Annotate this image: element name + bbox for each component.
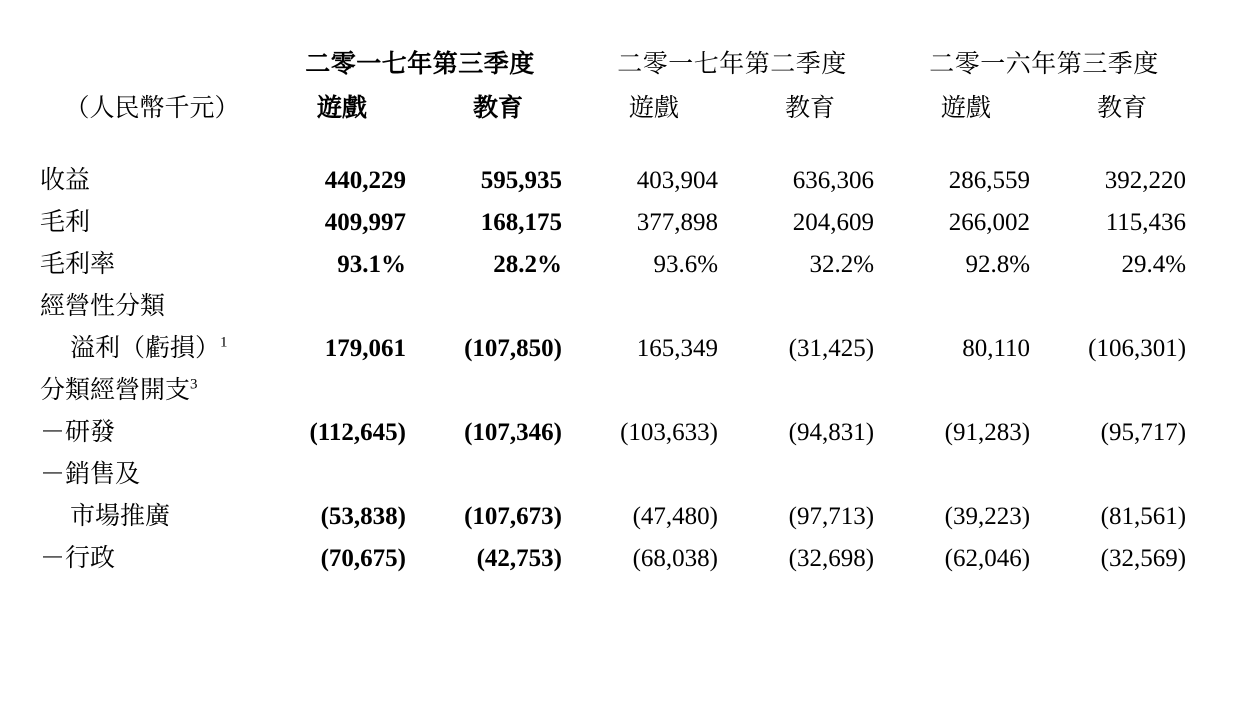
cell-gross-margin-education-q3-2016: 29.4% bbox=[1121, 251, 1187, 278]
financial-segment-table bbox=[40, 30, 1200, 577]
cell-marketing-games-q2-2017: (47,480) bbox=[632, 503, 719, 530]
column-group-q3-2016: 二零一六年第三季度 bbox=[929, 51, 1159, 78]
table-row bbox=[40, 199, 1200, 241]
cell-gross-margin-games-q3-2017: 93.1% bbox=[337, 251, 406, 278]
cell-admin-games-q2-2017: (68,038) bbox=[632, 545, 719, 572]
cell-blank bbox=[264, 283, 420, 325]
cell-rd-games-q2-2017: (103,633) bbox=[620, 419, 719, 446]
cell-profit-loss-games-q2-2017: 165,349 bbox=[636, 335, 719, 362]
table-row bbox=[40, 283, 1200, 325]
table-header-sub-row bbox=[40, 84, 1200, 134]
cell-gross-margin-games-q2-2017: 93.6% bbox=[653, 251, 719, 278]
cell-blank bbox=[420, 283, 576, 325]
row-label-profit-loss bbox=[40, 325, 264, 367]
footnote-marker-1: 1 bbox=[220, 334, 228, 351]
cell-gross-profit-education-q2-2017: 204,609 bbox=[792, 209, 875, 236]
table-row bbox=[40, 325, 1200, 367]
cell-rd-education-q3-2016: (95,717) bbox=[1100, 419, 1187, 446]
cell-blank bbox=[888, 451, 1044, 493]
row-label-segment-opex-text: 分類經營開支 bbox=[40, 377, 191, 404]
column-group-q2-2017: 二零一七年第二季度 bbox=[617, 51, 847, 78]
subheader-games-q3-2016: 遊戲 bbox=[941, 95, 992, 122]
unit-label: （人民幣千元） bbox=[64, 95, 240, 122]
cell-gross-margin-games-q3-2016: 92.8% bbox=[965, 251, 1031, 278]
table-header-group-row bbox=[40, 30, 1200, 84]
cell-revenue-games-q2-2017: 403,904 bbox=[636, 167, 719, 194]
cell-admin-games-q3-2017: (70,675) bbox=[320, 545, 406, 572]
cell-marketing-education-q3-2017: (107,673) bbox=[464, 503, 563, 530]
cell-rd-education-q2-2017: (94,831) bbox=[788, 419, 875, 446]
cell-admin-games-q3-2016: (62,046) bbox=[944, 545, 1031, 572]
cell-blank bbox=[576, 367, 732, 409]
cell-revenue-education-q3-2016: 392,220 bbox=[1104, 167, 1187, 194]
row-label-revenue: 收益 bbox=[40, 167, 91, 194]
cell-admin-education-q3-2016: (32,569) bbox=[1100, 545, 1187, 572]
subheader-education-q2-2017: 教育 bbox=[785, 95, 836, 122]
row-label-admin: －行政 bbox=[40, 545, 116, 572]
cell-blank bbox=[732, 367, 888, 409]
row-label-gross-margin: 毛利率 bbox=[40, 251, 116, 278]
row-label-selling: －銷售及 bbox=[40, 461, 141, 488]
table-body bbox=[40, 134, 1200, 577]
cell-blank bbox=[576, 451, 732, 493]
cell-marketing-games-q3-2016: (39,223) bbox=[944, 503, 1031, 530]
row-label-segment-opex bbox=[40, 367, 264, 409]
row-label-rd: －研發 bbox=[40, 419, 116, 446]
table-row bbox=[40, 241, 1200, 283]
cell-marketing-education-q2-2017: (97,713) bbox=[788, 503, 875, 530]
table-header bbox=[40, 30, 1200, 134]
table-row bbox=[40, 367, 1200, 409]
cell-blank bbox=[576, 283, 732, 325]
row-label-profit-loss-text: 溢利（虧損） bbox=[70, 335, 221, 362]
cell-rd-games-q3-2016: (91,283) bbox=[944, 419, 1031, 446]
table-row bbox=[40, 134, 1200, 199]
cell-blank bbox=[888, 367, 1044, 409]
column-group-q3-2017: 二零一七年第三季度 bbox=[305, 51, 535, 78]
table-row bbox=[40, 535, 1200, 577]
cell-gross-profit-games-q2-2017: 377,898 bbox=[636, 209, 719, 236]
cell-gross-profit-games-q3-2016: 266,002 bbox=[948, 209, 1031, 236]
cell-blank bbox=[420, 451, 576, 493]
cell-blank bbox=[732, 451, 888, 493]
cell-blank bbox=[264, 367, 420, 409]
table-row bbox=[40, 493, 1200, 535]
row-label-marketing: 市場推廣 bbox=[70, 503, 171, 530]
cell-revenue-games-q3-2017: 440,229 bbox=[324, 167, 406, 194]
cell-admin-education-q3-2017: (42,753) bbox=[476, 545, 563, 572]
cell-profit-loss-education-q2-2017: (31,425) bbox=[788, 335, 875, 362]
cell-blank bbox=[1044, 451, 1200, 493]
cell-rd-games-q3-2017: (112,645) bbox=[309, 419, 406, 446]
cell-blank bbox=[1044, 367, 1200, 409]
cell-gross-profit-education-q3-2016: 115,436 bbox=[1105, 209, 1187, 236]
subheader-games-q2-2017: 遊戲 bbox=[629, 95, 680, 122]
cell-gross-margin-education-q3-2017: 28.2% bbox=[493, 251, 563, 278]
subheader-education-q3-2017: 教育 bbox=[473, 95, 524, 122]
cell-profit-loss-games-q3-2017: 179,061 bbox=[324, 335, 406, 362]
cell-blank bbox=[1044, 283, 1200, 325]
cell-gross-profit-education-q3-2017: 168,175 bbox=[480, 209, 563, 236]
cell-admin-education-q2-2017: (32,698) bbox=[788, 545, 875, 572]
table-row bbox=[40, 409, 1200, 451]
row-label-gross-profit: 毛利 bbox=[40, 209, 91, 236]
cell-profit-loss-games-q3-2016: 80,110 bbox=[962, 335, 1031, 362]
subheader-education-q3-2016: 教育 bbox=[1097, 95, 1148, 122]
cell-blank bbox=[888, 283, 1044, 325]
table-row bbox=[40, 451, 1200, 493]
cell-revenue-games-q3-2016: 286,559 bbox=[948, 167, 1031, 194]
cell-gross-margin-education-q2-2017: 32.2% bbox=[809, 251, 875, 278]
row-label-segment-operating: 經營性分類 bbox=[40, 293, 166, 320]
cell-blank bbox=[420, 367, 576, 409]
header-corner-blank bbox=[40, 30, 264, 84]
cell-marketing-education-q3-2016: (81,561) bbox=[1100, 503, 1187, 530]
cell-gross-profit-games-q3-2017: 409,997 bbox=[324, 209, 406, 236]
cell-revenue-education-q2-2017: 636,306 bbox=[792, 167, 875, 194]
subheader-games-q3-2017: 遊戲 bbox=[316, 95, 367, 122]
cell-profit-loss-education-q3-2016: (106,301) bbox=[1088, 335, 1187, 362]
cell-blank bbox=[264, 451, 420, 493]
footnote-marker-3: 3 bbox=[190, 376, 198, 393]
cell-marketing-games-q3-2017: (53,838) bbox=[320, 503, 406, 530]
cell-blank bbox=[732, 283, 888, 325]
cell-revenue-education-q3-2017: 595,935 bbox=[480, 167, 563, 194]
cell-profit-loss-education-q3-2017: (107,850) bbox=[464, 335, 563, 362]
cell-rd-education-q3-2017: (107,346) bbox=[464, 419, 563, 446]
